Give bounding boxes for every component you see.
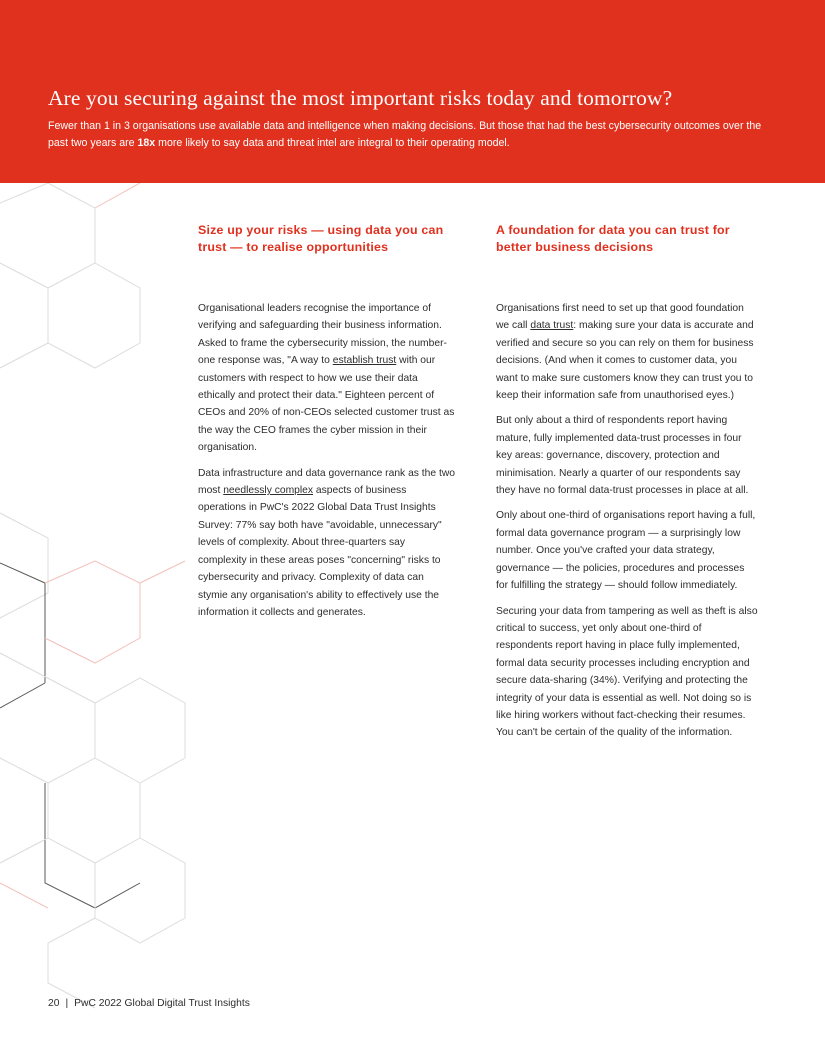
page-number: 20 — [48, 998, 60, 1009]
intro-part-1: Fewer than 1 in 3 organisations use available data and intelligence when making decisions. But those that had the best cybersecurity outcomes over the past two years are — [48, 120, 762, 149]
right-column — [496, 222, 758, 742]
hex-line — [140, 561, 185, 583]
page-footer — [48, 998, 250, 1009]
hex-line — [140, 758, 185, 783]
needlessly-complex-link[interactable]: needlessly complex — [223, 485, 314, 497]
hex-line — [95, 183, 140, 208]
hex-line — [45, 561, 140, 663]
hex-line — [0, 703, 95, 783]
intro-highlight: 18x — [137, 137, 156, 149]
left-p1-text-a: Organisational leaders recognise the importance of verifying and safeguarding their business information. Asked to frame the cybersecurity mission, the number-one response was, "A way to — [198, 303, 447, 367]
right-p1-text-b: : making sure your data is accurate and verified and secure so you can rely on them for business decisions. (And when it comes to customer data, you want to make sure customers know they can trust you to keep their information safe from unauthorised eyes.) — [496, 320, 754, 402]
left-column — [198, 222, 456, 621]
hex-line — [48, 758, 140, 863]
hex-line — [0, 653, 185, 758]
left-p2-text-b: aspects of business operations in PwC's 2022 Global Data Trust Insights Survey: 77% say both have "avoidable, unnecessary" levels of complexity. About three-quarters say complexity in these areas poses "concerning" risks to cybersecurity and privacy. Complexity of data can stymie any organisation's ability to effectively use the information it collects and generates. — [198, 485, 442, 618]
hex-line — [95, 838, 185, 943]
hexagon-pattern-decoration — [0, 183, 200, 1013]
hex-line — [0, 838, 48, 863]
right-p1-text-a: Organisations first need to set up that good foundation we call — [496, 303, 744, 332]
establish-trust-link[interactable]: establish trust — [332, 355, 397, 367]
hex-line — [48, 263, 140, 368]
hex-line — [0, 183, 95, 288]
left-p1-text-b: with our customers with respect to how we use their data ethically and protect their data." Eighteen percent of CEOs and 20% of non-CEOs selected customer trust as the way the CEO frames the cyber mission in their organisation. — [198, 355, 455, 454]
left-paragraph-1 — [198, 300, 456, 457]
hex-line — [0, 883, 48, 908]
hex-line — [0, 683, 45, 708]
page-title: Are you securing against the most important risks today and tomorrow? — [48, 86, 673, 110]
publication-name: PwC 2022 Global Digital Trust Insights — [74, 998, 250, 1009]
intro-part-2: more likely to say data and threat intel are integral to their operating model. — [155, 137, 510, 149]
left-p2-text-a: Data infrastructure and data governance rank as the two most — [198, 467, 455, 497]
data-trust-link[interactable]: data trust — [530, 320, 574, 332]
hex-line — [0, 343, 48, 368]
left-paragraph-2 — [198, 465, 456, 622]
intro-text — [48, 118, 768, 152]
right-column-heading: A foundation for data you can trust for better business decisions — [496, 223, 730, 254]
right-paragraph-4: Securing your data from tampering as well as theft is also critical to success, yet only about one-third of respondents report having in place fully implemented, formal data security processes including encryption and secure data-sharing (34%). Verifying and protecting the integrity of your data is essential as well. Not doing so is like hiring workers without fact-checking their resumes. You can't be certain of the quality of the information. — [496, 605, 758, 739]
right-paragraph-2: But only about a third of respondents report having mature, fully implemented data-trust processes in four key areas: governance, discovery, protection and minimisation. Nearly a quarter of our respondents say they have no formal data-trust processes in place at all. — [496, 415, 749, 497]
right-paragraph-3: Only about one-third of organisations report having a full, formal data governance program — a surprisingly low number. Once you've crafted your data strategy, governance — the policies, procedures and processes for fulfilling the strategy — should follow immediately. — [496, 510, 756, 592]
hex-line — [0, 513, 48, 618]
header-banner — [0, 0, 825, 183]
left-column-heading: Size up your risks — using data you can trust — to realise opportunities — [198, 223, 444, 254]
right-paragraph-1 — [496, 300, 758, 404]
hex-line — [48, 918, 95, 1008]
footer-separator: | — [65, 998, 69, 1009]
